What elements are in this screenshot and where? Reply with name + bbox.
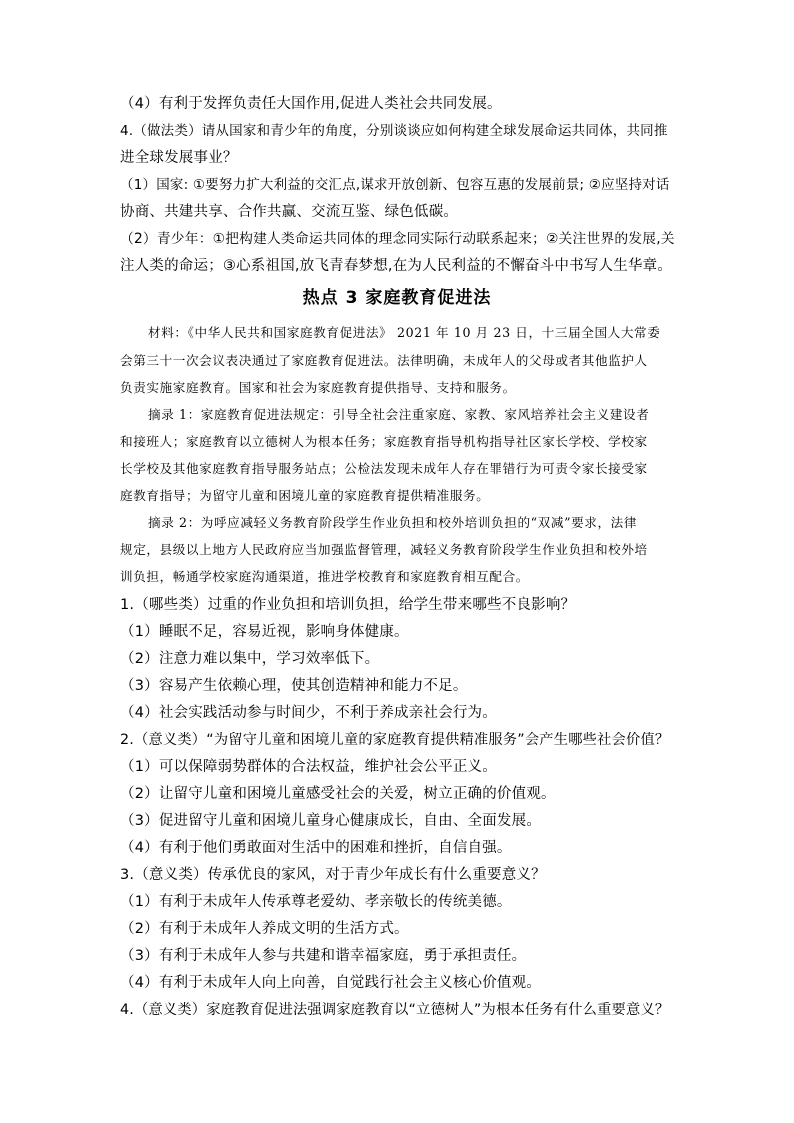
- excerpt2-line1: 摘录 2：为呼应减轻义务教育阶段学生作业负担和校外培训负担的“双减”要求，法律: [148, 515, 638, 530]
- question4-line2: 进全球发展事业？: [120, 150, 238, 166]
- section-title: 热点 3 家庭教育促进法: [302, 288, 492, 308]
- question1-answer4: （4）社会实践活动参与时间少，不利于养成亲社会行为。: [120, 705, 497, 721]
- answer-youth-line2: 注人类的命运；③心系祖国,放飞青春梦想,在为人民利益的不懈奋斗中书写人生华章。: [120, 258, 673, 274]
- question1-answer1: （1）睡眠不足，容易近视，影响身体健康。: [120, 624, 409, 640]
- question1: 1.（哪些类）过重的作业负担和培训负担，给学生带来哪些不良影响？: [120, 597, 576, 613]
- question4-line1: 4.（做法类）请从国家和青少年的角度，分别谈谈应如何构建全球发展命运共同体，共同推: [120, 123, 668, 139]
- question3-answer2: （2）有利于未成年人养成文明的生活方式。: [120, 921, 409, 937]
- material-p1-line3: 负责实施家庭教育。国家和社会为家庭教育提供指导、支持和服务。: [120, 380, 516, 395]
- question2-answer3: （3）促进留守儿童和困境儿童身心健康成长，自由、全面发展。: [120, 813, 542, 829]
- material-p1-line1: 材料：《中华人民共和国家庭教育促进法》 2021 年 10 月 23 日，十三届全国人大常委: [148, 325, 661, 340]
- excerpt1-line3: 长学校及其他家庭教育指导服务站点；公检法发现未成年人存在罪错行为可责令家长接受家: [120, 461, 648, 476]
- question2-answer2: （2）让留守儿童和困境儿童感受社会的关爱，树立正确的价值观。: [120, 786, 556, 802]
- question3: 3.（意义类）传承优良的家风，对于青少年成长有什么重要意义？: [120, 867, 546, 883]
- material-p1-line2: 会第三十一次会议表决通过了家庭教育促进法。法律明确，未成年人的父母或者其他监护人: [120, 353, 648, 368]
- question2: 2.（意义类）“为留守儿童和困境儿童的家庭教育提供精准服务”会产生哪些社会价值？: [120, 732, 670, 748]
- answer-youth-line1: （2）青少年：①把构建人类命运共同体的理念同实际行动联系起来；②关注世界的发展,关: [120, 231, 675, 247]
- question1-answer3: （3）容易产生依赖心理，使其创造精神和能力不足。: [120, 678, 468, 694]
- answer-national-line2: 协商、共建共享、合作共赢、交流互鉴、绿色低碳。: [120, 204, 459, 220]
- question3-answer4: （4）有利于未成年人向上向善，自觉践行社会主义核心价值观。: [120, 975, 542, 991]
- excerpt2-line3: 训负担，畅通学校家庭沟通渠道，推进学校教育和家庭教育相互配合。: [120, 569, 530, 584]
- item4-answer: （4）有利于发挥负责任大国作用,促进人类社会共同发展。: [120, 96, 502, 112]
- question2-answer4: （4）有利于他们勇敢面对生活中的困难和挫折，自信自强。: [120, 840, 512, 856]
- excerpt2-line2: 规定，县级以上地方人民政府应当加强监督管理，减轻义务教育阶段学生作业负担和校外培: [120, 542, 648, 557]
- answer-national-line1: （1）国家: ①要努力扩大利益的交汇点,谋求开放创新、包容互惠的发展前景; ②应坚持对话: [120, 177, 670, 193]
- question3-answer3: （3）有利于未成年人参与共建和谐幸福家庭，勇于承担责任。: [120, 948, 527, 964]
- question3-answer1: （1）有利于未成年人传承尊老爱幼、孝亲敬长的传统美德。: [120, 894, 512, 910]
- excerpt1-line2: 和接班人；家庭教育以立德树人为根本任务；家庭教育指导机构指导社区家长学校、学校家: [120, 434, 648, 449]
- question1-answer2: （2）注意力难以集中，学习效率低下。: [120, 651, 380, 667]
- question4: 4.（意义类）家庭教育促进法强调家庭教育以“立德树人”为根本任务有什么重要意义？: [120, 1002, 670, 1018]
- excerpt1-line1: 摘录 1：家庭教育促进法规定：引导全社会注重家庭、家教、家风培养社会主义建设者: [148, 407, 650, 422]
- question2-answer1: （1）可以保障弱势群体的合法权益，维护社会公平正义。: [120, 759, 497, 775]
- excerpt1-line4: 庭教育指导；为留守儿童和困境儿童的家庭教育提供精准服务。: [120, 488, 490, 503]
